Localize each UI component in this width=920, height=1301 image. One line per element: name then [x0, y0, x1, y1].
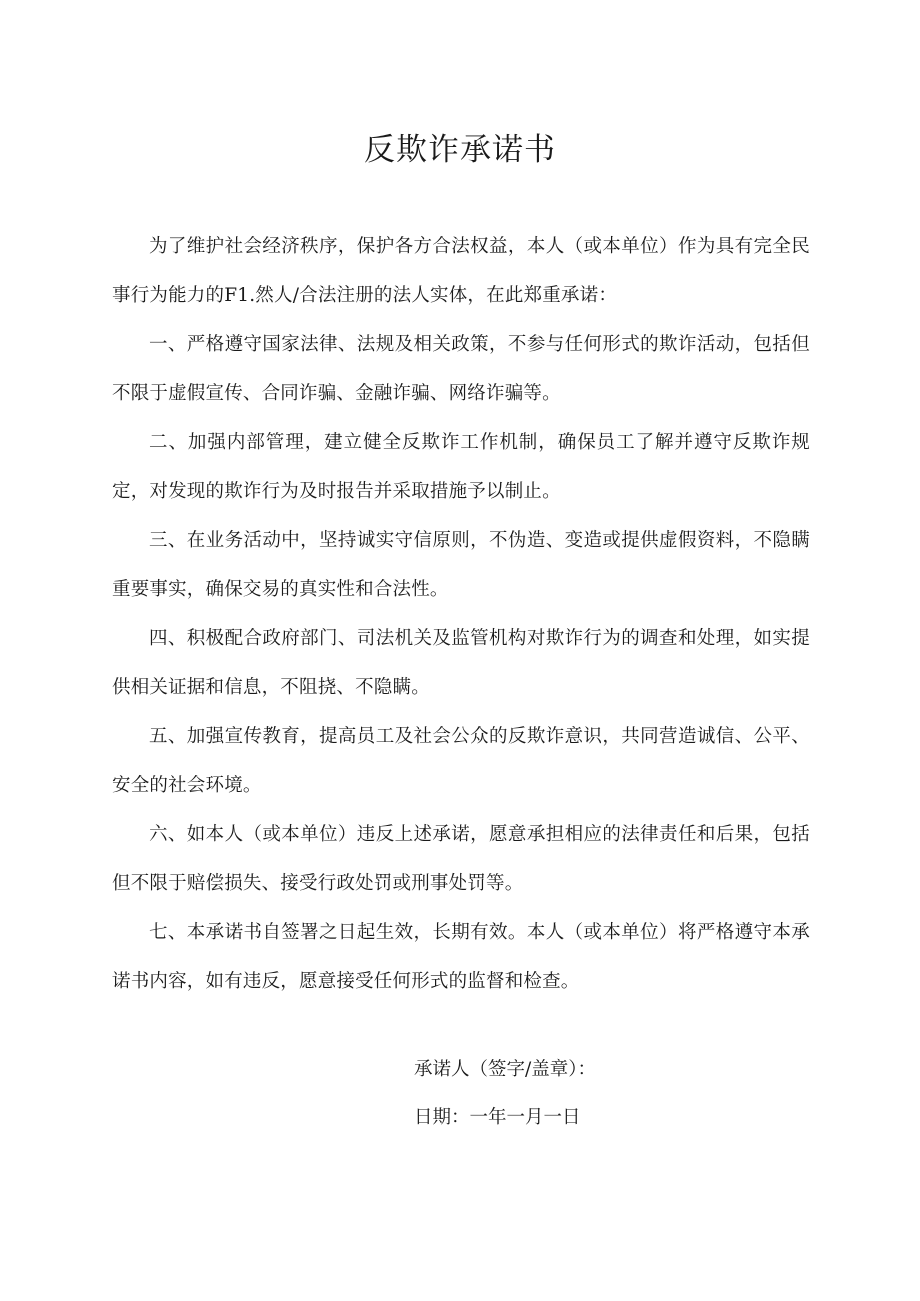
clause-1-paragraph: 一、严格遵守国家法律、法规及相关政策，不参与任何形式的欺诈活动，包括但不限于虚假宣传、合同诈骗、金融诈骗、网络诈骗等。 — [112, 334, 810, 404]
clause-4-paragraph: 四、积极配合政府部门、司法机关及监管机构对欺诈行为的调查和处理，如实提供相关证据和信息，不阻挠、不隐瞒。 — [112, 628, 810, 698]
signature-block — [414, 1046, 814, 1142]
clause-2-paragraph: 二、加强内部管理，建立健全反欺诈工作机制，确保员工了解并遵守反欺诈规定，对发现的欺诈行为及时报告并采取措施予以制止。 — [112, 432, 810, 502]
signer-label: 承诺人（签字/盖章）： — [414, 1059, 596, 1080]
clause-7-paragraph: 七、本承诺书自签署之日起生效，长期有效。本人（或本单位）将严格遵守本承诺书内容，如有违反，愿意接受任何形式的监督和检查。 — [112, 922, 810, 992]
clause-6-paragraph: 六、如本人（或本单位）违反上述承诺，愿意承担相应的法律责任和后果，包括但不限于赔偿损失、接受行政处罚或刑事处罚等。 — [112, 824, 810, 894]
intro-paragraph: 为了维护社会经济秩序，保护各方合法权益，本人（或本单位）作为具有完全民事行为能力的F1.然人/合法注册的法人实体，在此郑重承诺： — [112, 236, 810, 306]
clause-5-paragraph: 五、加强宣传教育，提高员工及社会公众的反欺诈意识，共同营造诚信、公平、安全的社会环境。 — [112, 726, 810, 796]
document-body — [112, 222, 810, 1006]
clause-3-paragraph: 三、在业务活动中，坚持诚实守信原则，不伪造、变造或提供虚假资料，不隐瞒重要事实，确保交易的真实性和合法性。 — [112, 530, 810, 600]
date-label: 日期：一年一月一日 — [414, 1107, 581, 1128]
page-title: 反欺诈承诺书 — [364, 132, 556, 168]
